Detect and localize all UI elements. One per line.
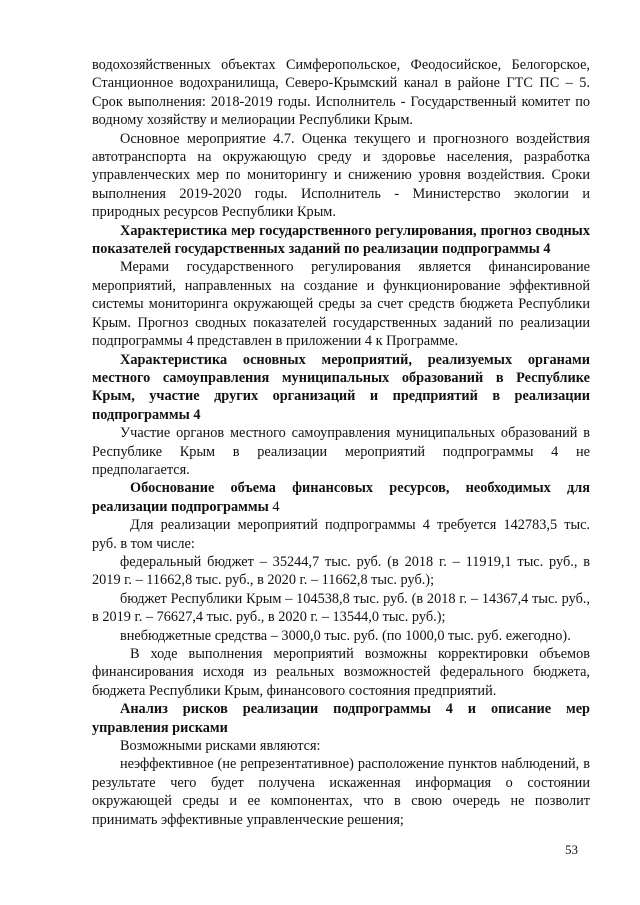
section-heading: Характеристика мер государственного регулирования, прогноз сводных показателей государственных заданий по реализации подпрограммы 4 — [92, 222, 590, 258]
paragraph: В ходе выполнения мероприятий возможны корректировки объемов финансирования исходя из реальных возможностей федерального бюджета, бюджета Республики Крым, финансового состояния предприятий. — [92, 646, 590, 699]
section-heading: Характеристика основных мероприятий, реализуемых органами местного самоуправления муниципальных образований в Республике Крым, участие других организаций и предприятий в реализации подпрограммы 4 — [92, 351, 590, 423]
paragraph: Для реализации мероприятий подпрограммы 4 требуется 142783,5 тыс. руб. в том числе: — [92, 517, 590, 552]
paragraph: Участие органов местного самоуправления муниципальных образований в Республике Крым в реализации мероприятий подпрограммы 4 не предполагается. — [92, 425, 590, 478]
paragraph: бюджет Республики Крым – 104538,8 тыс. руб. (в 2018 г. – 14367,4 тыс. руб., в 2019 г. – 76627,4 тыс. руб., в 2020 г. – 13544,0 тыс. руб.); — [92, 590, 590, 626]
page-number: 53 — [565, 842, 578, 857]
document-body — [92, 56, 590, 829]
paragraph: внебюджетные средства – 3000,0 тыс. руб. (по 1000,0 тыс. руб. ежегодно). — [120, 627, 571, 644]
section-heading: Анализ рисков реализации подпрограммы 4 и описание мер управления рисками — [92, 701, 590, 736]
section-heading — [92, 479, 590, 516]
paragraph: неэффективное (не репрезентативное) расположение пунктов наблюдений, в результате чего будет получена искаженная информация о состоянии окружающей среды и ее компонентах, что в свою очередь не позволит принимать эффективные управленческие решения; — [92, 756, 590, 828]
paragraph: Мерами государственного регулирования является финансирование мероприятий, направленных на создание и функционирование эффективной системы мониторинга окружающей среды за счет средств бюджета Республики Крым. Прогноз сводных показателей государственных заданий по реализации подпрограммы 4 представлен в приложении 4 к Программе. — [92, 259, 590, 350]
paragraph: Возможными рисками являются: — [120, 738, 321, 755]
section-heading-text: Обоснование объема финансовых ресурсов, необходимых для реализации подпрограммы — [92, 480, 590, 515]
paragraph: федеральный бюджет – 35244,7 тыс. руб. (в 2018 г. – 11919,1 тыс. руб., в 2019 г. – 11662,8 тыс. руб., в 2020 г. – 11662,8 тыс. руб.); — [92, 553, 590, 589]
paragraph: Основное мероприятие 4.7. Оценка текущего и прогнозного воздействия автотранспорта на окружающую среду и здоровье населения, разработка управленческих мер по мониторингу и снижению уровня воздействия. Сроки выполнения 2019-2020 годы. Исполнитель - Министерство экологии и природных ресурсов Республики Крым. — [92, 130, 590, 221]
paragraph: водохозяйственных объектах Симферопольское, Феодосийское, Белогорское, Станционное водохранилища, Северо-Крымский канал в районе ГТС ПС – 5. Срок выполнения: 2018-2019 годы. Исполнитель - Государственный комитет по водному хозяйству и мелиорации Республики Крым. — [92, 57, 590, 129]
section-heading-tail: 4 — [268, 498, 280, 515]
